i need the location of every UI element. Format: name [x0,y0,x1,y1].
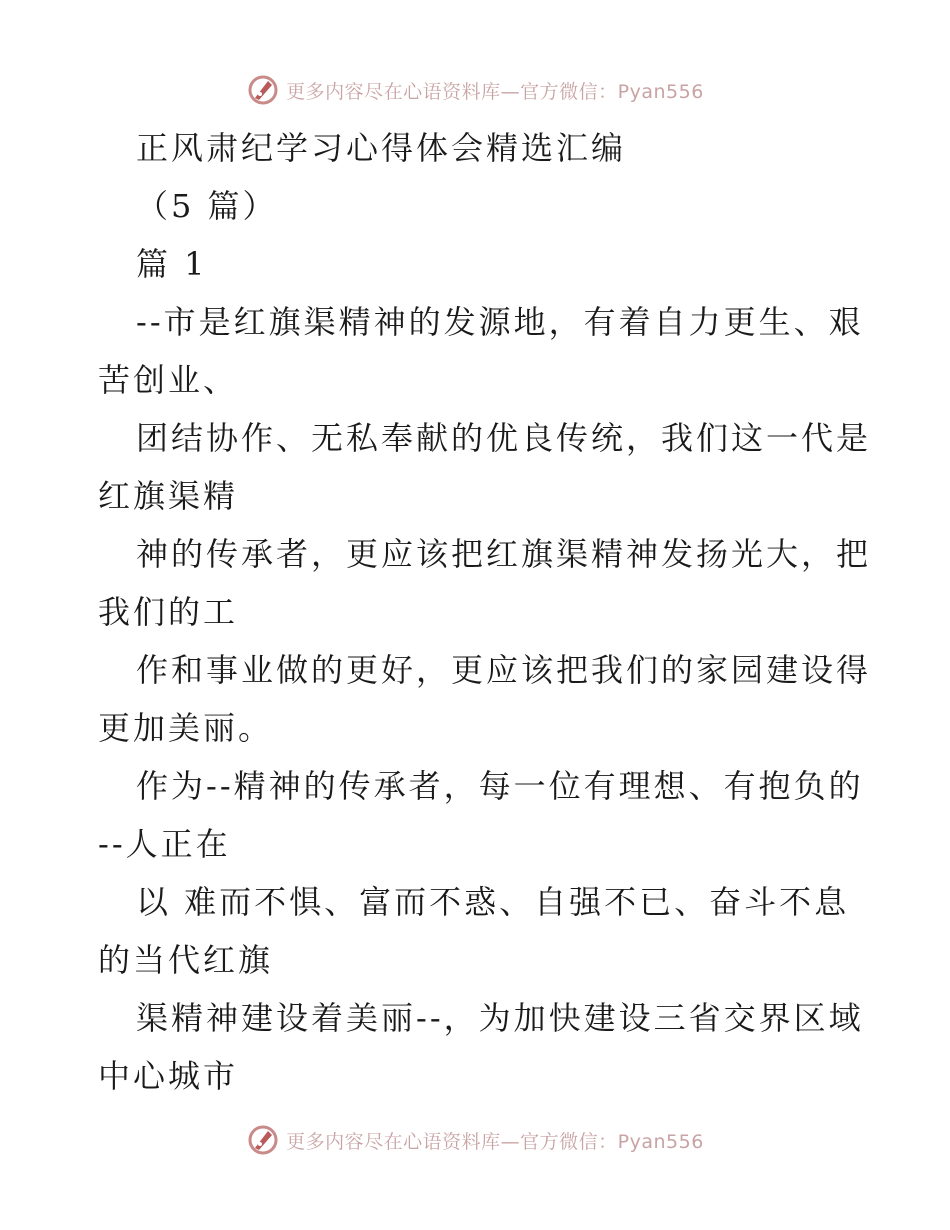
watermark-text: 更多内容尽在心语资料库—官方微信：Pyan556 [286,1130,704,1153]
paragraph-line: 苦创业、 [98,361,239,399]
watermark-text: 更多内容尽在心语资料库—官方微信：Pyan556 [286,80,704,103]
paragraph-line: 我们的工 [98,593,239,631]
paragraph-line: 渠精神建设着美丽--，为加快建设三省交界区域 [136,999,864,1037]
paragraph-line: 更加美丽。 [98,709,274,747]
document-subtitle: （5 篇） [136,187,278,225]
paragraph-line: 中心城市 [98,1057,239,1095]
paragraph-line: 作为--精神的传承者，每一位有理想、有抱负的 [136,767,864,805]
paragraph-line: 的当代红旗 [98,941,274,979]
paragraph-line: --人正在 [98,825,231,863]
paragraph-line: 作和事业做的更好，更应该把我们的家园建设得 [136,651,872,689]
pen-nib-circle-icon [246,1123,280,1157]
header-watermark [0,70,950,110]
document-title: 正风肃纪学习心得体会精选汇编 [136,129,627,167]
paragraph-line: 团结协作、无私奉献的优良传统，我们这一代是 [136,419,872,457]
pen-nib-circle-icon [246,73,280,107]
footer-watermark [0,1120,950,1160]
paragraph-line: 神的传承者，更应该把红旗渠精神发扬光大，把 [136,535,872,573]
section-heading: 篇 1 [136,245,208,283]
paragraph-line: 红旗渠精 [98,477,239,515]
paragraph-line: --市是红旗渠精神的发源地，有着自力更生、艰 [136,303,864,341]
paragraph-line: 以 难而不惧、富而不惑、自强不已、奋斗不息 [136,883,850,921]
